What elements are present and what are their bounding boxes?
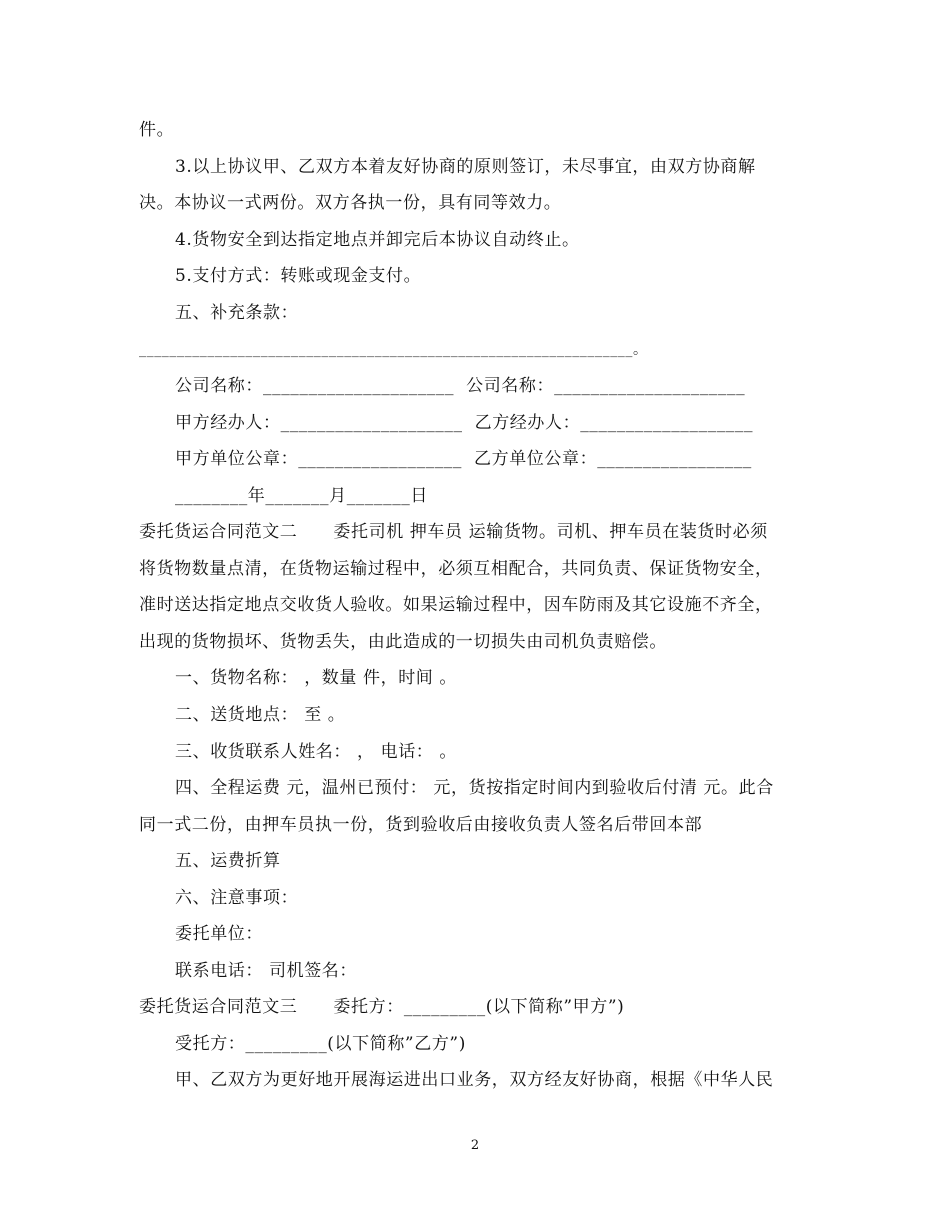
text-line: 4.货物安全到达指定地点并卸完后本协议自动终止。 bbox=[175, 230, 580, 250]
text-line: 受托方：_________(以下简称”乙方”) bbox=[175, 1034, 466, 1054]
page-number: 2 bbox=[470, 1138, 480, 1153]
text-line: 同一式二份，由押车员执一份，货到验收后由接收负责人签名后带回本部 bbox=[139, 815, 703, 835]
text-line: 准时送达指定地点交收货人验收。如果运输过程中，因车防雨及其它设施不齐全， bbox=[139, 595, 773, 615]
signature-line: 甲方经办人：____________________ 乙方经办人：___________________ bbox=[175, 413, 754, 433]
signature-line: 甲方单位公章：__________________ 乙方单位公章：_________________ bbox=[175, 449, 752, 469]
text-line: 四、全程运费 元，温州已预付： 元，货按指定时间内到验收后付清 元。此合 bbox=[175, 778, 774, 798]
text-line: 联系电话： 司机签名： bbox=[175, 961, 358, 981]
text-line: 将货物数量点清，在货物运输过程中，必须互相配合，共同负责、保证货物安全， bbox=[139, 559, 773, 579]
text-line: 件。 bbox=[139, 120, 175, 140]
text-line: 委托单位： bbox=[175, 924, 263, 944]
signature-line: 公司名称：_____________________ 公司名称：_____________________ bbox=[175, 376, 746, 396]
text-line: 一、货物名称： ，数量 件，时间 。 bbox=[175, 668, 458, 688]
text-line: 三、收货联系人姓名： ， 电话： 。 bbox=[175, 742, 458, 762]
blank-line: _________________________________________________________________。 bbox=[139, 342, 648, 358]
text-line: 委托货运合同范文三 委托方：_________(以下简称”甲方”) bbox=[139, 997, 625, 1017]
text-line: 甲、乙双方为更好地开展海运进出口业务，双方经友好协商，根据《中华人民 bbox=[175, 1070, 774, 1090]
section-heading: 六、注意事项： bbox=[175, 888, 299, 908]
date-line: ________年_______月_______日 bbox=[175, 486, 428, 506]
text-line: 出现的货物损坏、货物丢失，由此造成的一切损失由司机负责赔偿。 bbox=[139, 632, 667, 652]
text-line: 二、送货地点： 至 。 bbox=[175, 705, 346, 725]
text-line: 决。本协议一式两份。双方各执一份，具有同等效力。 bbox=[139, 193, 562, 213]
text-line: 3.以上协议甲、乙双方本着友好协商的原则签订，未尽事宜，由双方协商解 bbox=[175, 157, 756, 177]
section-heading: 五、运费折算 bbox=[175, 851, 281, 871]
text-line: 5.支付方式：转账或现金支付。 bbox=[175, 266, 422, 286]
text-line: 委托货运合同范文二 委托司机 押车员 运输货物。司机、押车员在装货时必须 bbox=[139, 522, 768, 542]
section-heading: 五、补充条款： bbox=[175, 303, 299, 323]
